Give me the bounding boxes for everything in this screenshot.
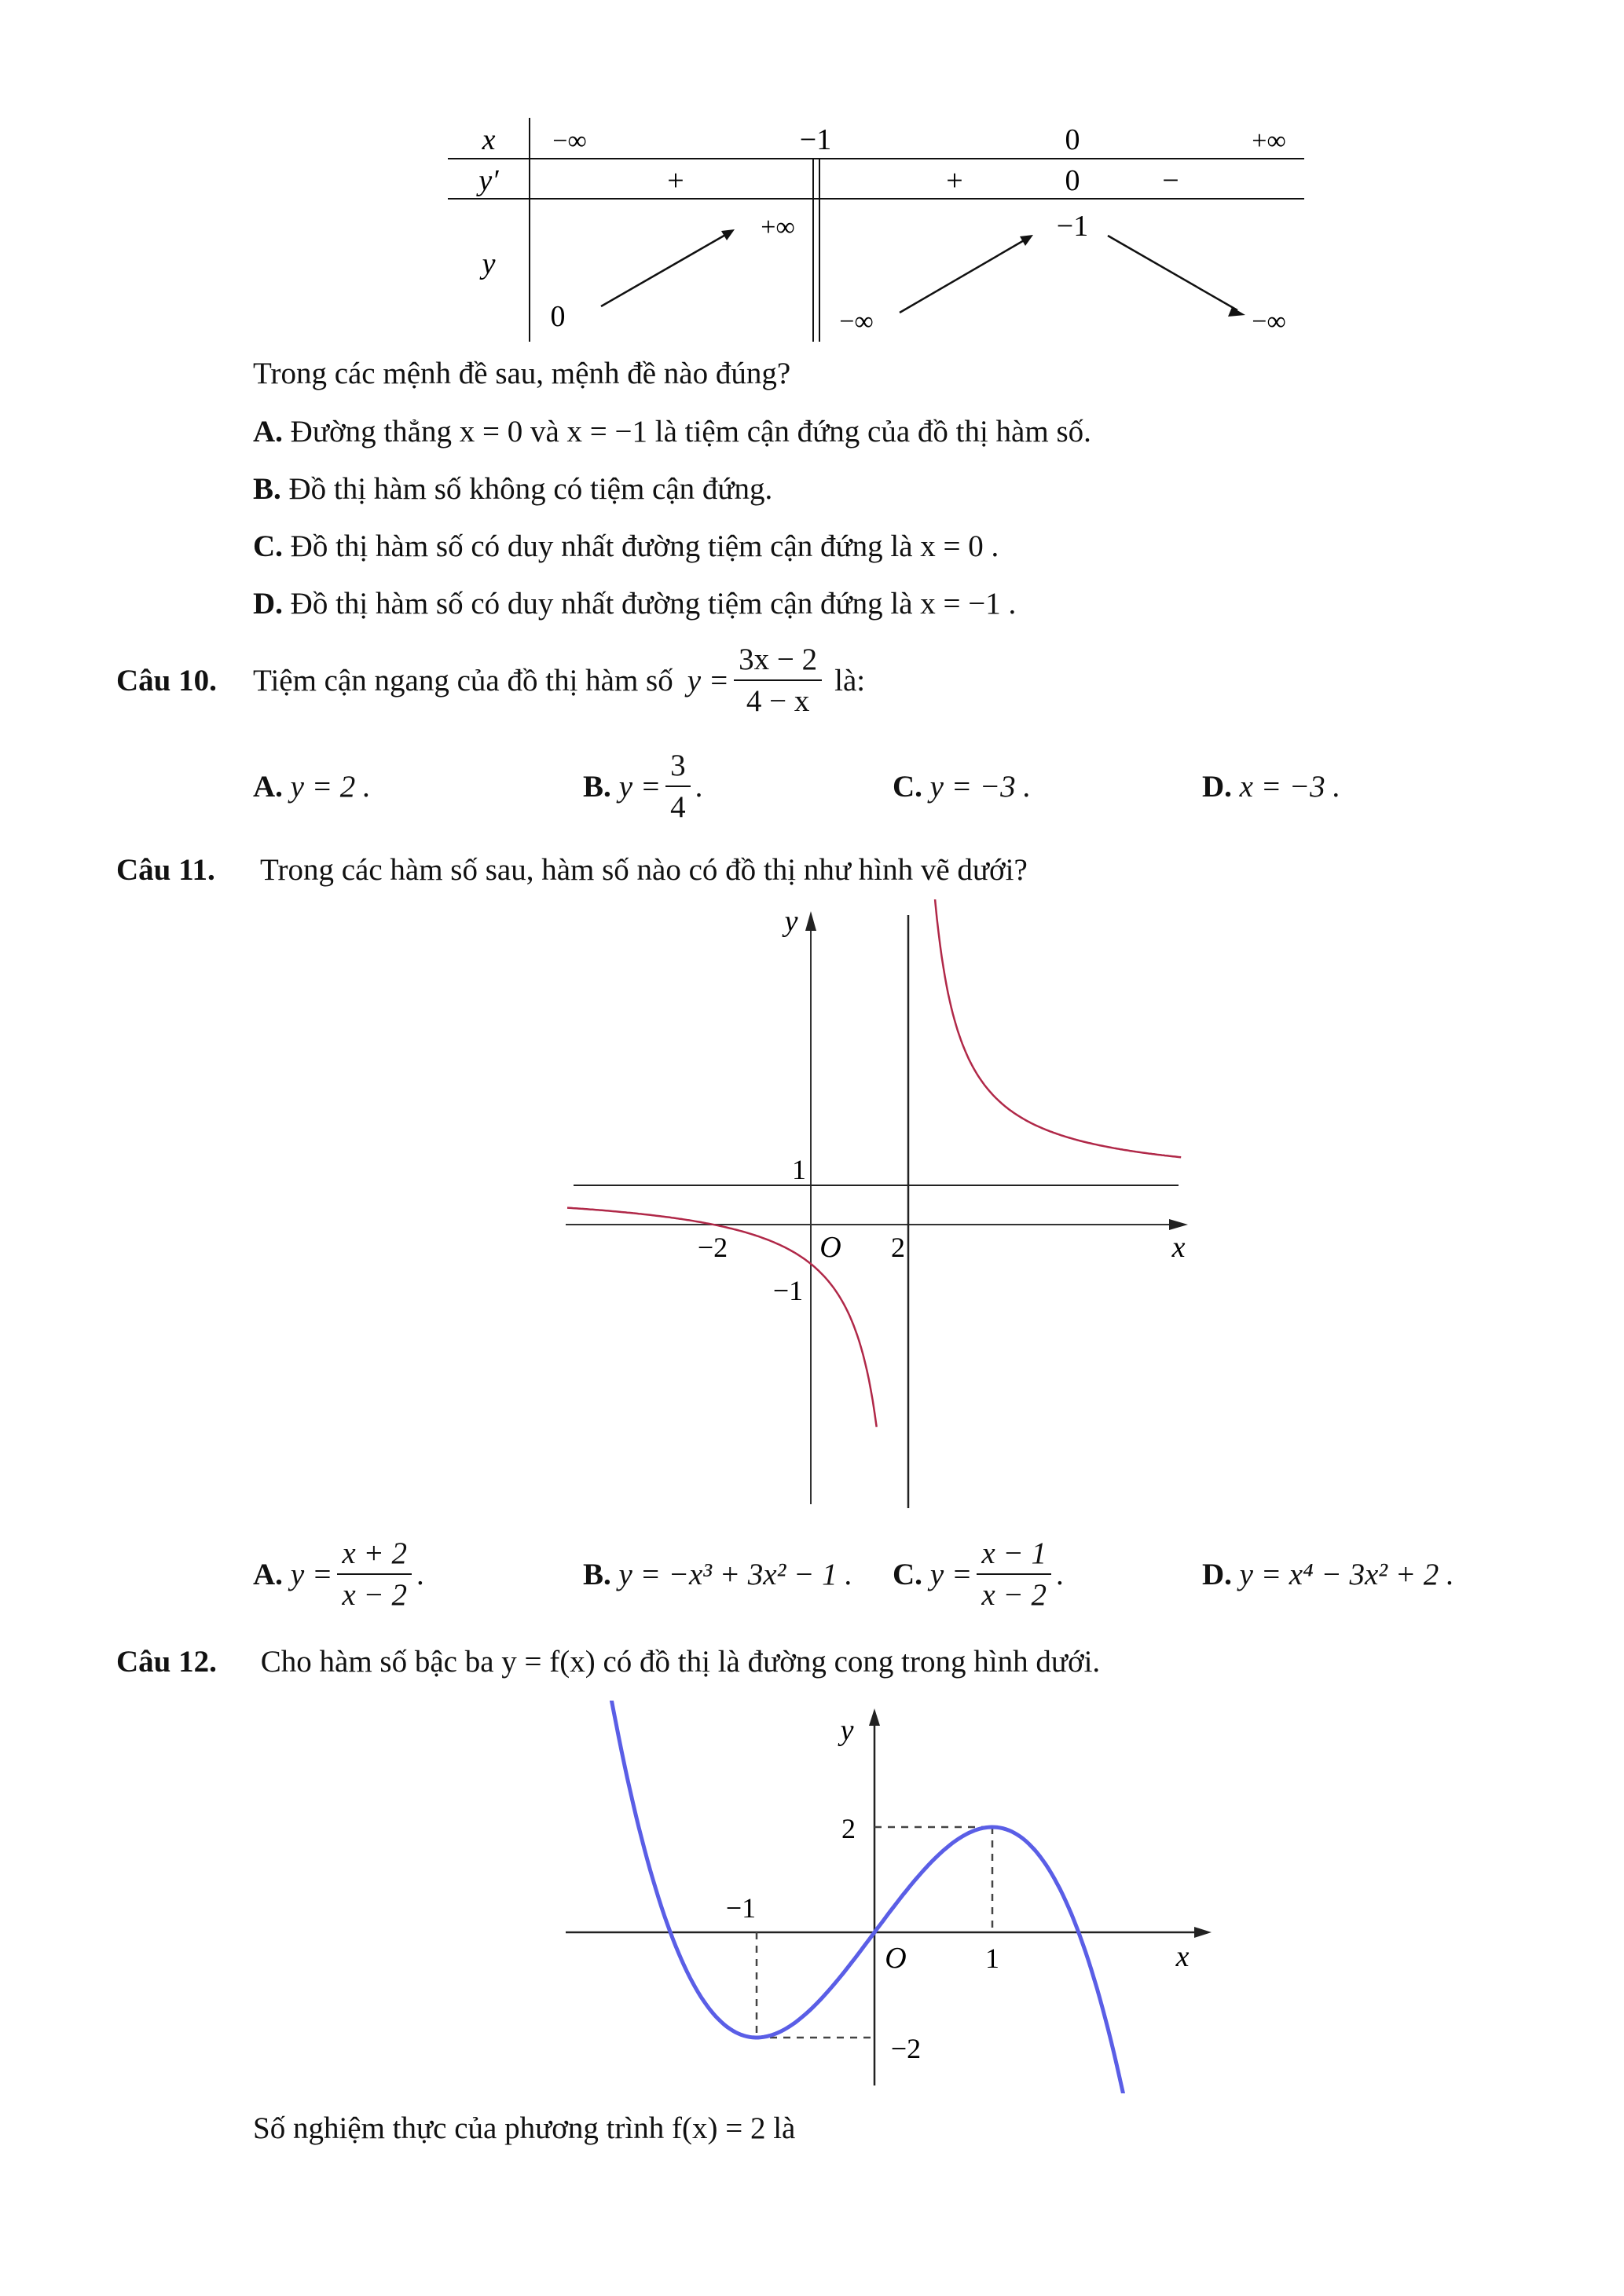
- q11-answer-b[interactable]: [583, 1559, 852, 1590]
- q11-answer-a-post: .: [416, 1557, 424, 1591]
- q11-label-x: x: [1171, 1231, 1186, 1264]
- q11-answer-a-label: A.: [253, 1557, 283, 1591]
- table-y-zero: 0: [550, 300, 566, 333]
- q11-answer-d-text: y = x⁴ − 3x² + 2 .: [1239, 1558, 1454, 1591]
- q10-answer-a-label: A.: [253, 770, 283, 804]
- table-label-yprime: y′: [478, 164, 499, 197]
- q11-answer-c-post: .: [1055, 1557, 1064, 1591]
- q9-option-d-text: Đồ thị hàm số có duy nhất đường tiệm cận đứng là x = −1 .: [290, 587, 1017, 621]
- q9-option-d[interactable]: [253, 588, 1016, 619]
- q11-answer-b-label: B.: [583, 1558, 611, 1591]
- q9-prompt: Trong các mệnh đề sau, mệnh đề nào đúng?: [253, 357, 791, 390]
- q9-option-d-label: D.: [253, 587, 283, 621]
- q10-fraction-den: 4 − x: [746, 684, 810, 718]
- table-label-x: x: [482, 123, 496, 156]
- table-x-neg-one: −1: [799, 123, 832, 156]
- q11-answer-c-fraction: [977, 1538, 1051, 1610]
- q11-label-minus-two: −2: [697, 1232, 728, 1263]
- q12-number: Câu 12.: [116, 1645, 217, 1679]
- table-arrowhead-2: [1020, 235, 1033, 246]
- table-arrow-up-2: [900, 240, 1025, 313]
- table-sign-minus: −: [1162, 164, 1179, 197]
- q12-question: Số nghiệm thực của phương trình f(x) = 2 là: [253, 2111, 796, 2145]
- q11-answer-d[interactable]: [1202, 1559, 1454, 1590]
- q12-y-arrow: [869, 1708, 880, 1726]
- q11-answer-a-num: x + 2: [337, 1538, 412, 1575]
- q9-option-b-label: B.: [253, 472, 281, 506]
- q11-answer-c[interactable]: [893, 1538, 1064, 1610]
- q11-answer-c-pre: y =: [929, 1557, 973, 1591]
- q11-answer-a-pre: y =: [290, 1557, 333, 1591]
- table-sign-plus-2: +: [946, 164, 963, 197]
- q9-option-a[interactable]: [253, 416, 1091, 447]
- q11-y-arrow: [805, 911, 816, 931]
- q11-heading: [116, 855, 1028, 885]
- q12-label-one: 1: [985, 1943, 999, 1974]
- q11-answer-d-label: D.: [1202, 1558, 1232, 1591]
- q11-answer-c-label: C.: [893, 1557, 922, 1591]
- q10-answer-b-den: 4: [670, 790, 686, 824]
- q10-answer-c-text: y = −3 .: [929, 770, 1032, 804]
- q10-y-eq: y =: [687, 663, 730, 698]
- table-y-neg-inf-right: −∞: [1252, 307, 1286, 336]
- q11-label-one: 1: [792, 1154, 806, 1185]
- q11-label-minus-one: −1: [772, 1275, 804, 1306]
- q10-answer-a[interactable]: [253, 771, 371, 802]
- q11-graph: [550, 899, 1202, 1512]
- q9-option-a-text: Đường thẳng x = 0 và x = −1 là tiệm cận đứng của đồ thị hàm số.: [290, 415, 1091, 449]
- q9-option-b-text: Đồ thị hàm số không có tiệm cận đứng.: [288, 472, 773, 506]
- q12-label-y: y: [840, 1714, 854, 1747]
- q12-label-x: x: [1175, 1940, 1190, 1973]
- q11-hyperbola-right-branch: [926, 899, 1181, 1157]
- q10-fraction-num: 3x − 2: [734, 644, 822, 681]
- q11-label-origin: O: [819, 1231, 841, 1264]
- q9-option-c-label: C.: [253, 529, 283, 563]
- q9-option-b[interactable]: [253, 474, 772, 504]
- table-arrowhead-3: [1228, 307, 1245, 317]
- table-arrow-down: [1108, 236, 1237, 310]
- table-sign-zero: 0: [1065, 164, 1080, 197]
- q11-x-arrow: [1169, 1219, 1188, 1230]
- q10-answer-a-text: y = 2 .: [290, 770, 371, 804]
- q11-number: Câu 11.: [116, 853, 215, 887]
- q9-option-c[interactable]: [253, 531, 999, 562]
- variation-table: [448, 118, 1304, 342]
- table-y-neg-inf-left: −∞: [839, 307, 874, 336]
- q9-option-a-label: A.: [253, 415, 283, 449]
- q12-label-minus-one: −1: [725, 1892, 757, 1924]
- q10-suffix: là:: [834, 663, 866, 698]
- q10-answer-d-text: x = −3 .: [1239, 770, 1341, 804]
- table-y-neg-one: −1: [1056, 210, 1089, 243]
- q10-number: Câu 10.: [116, 663, 217, 698]
- q10-answer-b[interactable]: [583, 750, 702, 822]
- q11-answer-a[interactable]: [253, 1538, 424, 1610]
- q11-answer-a-den: x − 2: [342, 1578, 407, 1612]
- q11-label-two: 2: [891, 1232, 905, 1263]
- table-arrowhead-1: [721, 229, 735, 240]
- q12-graph: [550, 1701, 1226, 2093]
- table-sign-plus-1: +: [667, 164, 684, 197]
- table-x-neg-inf: −∞: [552, 126, 587, 156]
- table-x-zero: 0: [1065, 123, 1080, 156]
- q11-answer-b-text: y = −x³ + 3x² − 1 .: [618, 1558, 853, 1591]
- q12-cubic-curve: [570, 1701, 1140, 2093]
- q10-answer-d-label: D.: [1202, 770, 1232, 804]
- q10-answer-c[interactable]: [893, 771, 1031, 802]
- q12-label-origin: O: [885, 1942, 907, 1975]
- q12-label-minus-two: −2: [890, 2033, 922, 2064]
- q11-answer-c-den: x − 2: [981, 1578, 1047, 1612]
- table-label-y: y: [482, 247, 496, 280]
- table-arrow-up-1: [601, 234, 727, 306]
- table-x-pos-inf: +∞: [1252, 126, 1286, 156]
- q10-fraction: [734, 644, 822, 716]
- table-y-pos-inf: +∞: [761, 213, 795, 242]
- q9-option-c-text: Đồ thị hàm số có duy nhất đường tiệm cận đứng là x = 0 .: [290, 529, 999, 563]
- q12-x-arrow: [1194, 1927, 1212, 1938]
- q10-answer-b-pre: y =: [618, 769, 662, 804]
- q11-answer-a-fraction: [337, 1538, 412, 1610]
- q10-answer-b-num: 3: [665, 750, 691, 787]
- q10-heading: [116, 644, 865, 716]
- q10-answer-b-label: B.: [583, 769, 611, 804]
- q10-answer-b-post: .: [695, 769, 703, 804]
- q10-answer-d[interactable]: [1202, 771, 1340, 802]
- q10-answer-c-label: C.: [893, 770, 922, 804]
- q11-label-y: y: [784, 905, 798, 938]
- q10-prompt: Tiệm cận ngang của đồ thị hàm số: [253, 663, 673, 698]
- q10-answer-b-fraction: [665, 750, 691, 822]
- q12-prompt: Cho hàm số bậc ba y = f(x) có đồ thị là đường cong trong hình dưới.: [260, 1645, 1101, 1679]
- q12-label-two: 2: [841, 1813, 856, 1844]
- q11-prompt: Trong các hàm số sau, hàm số nào có đồ thị như hình vẽ dưới?: [260, 853, 1028, 887]
- q12-heading: [116, 1646, 1100, 1677]
- q11-answer-c-num: x − 1: [977, 1538, 1051, 1575]
